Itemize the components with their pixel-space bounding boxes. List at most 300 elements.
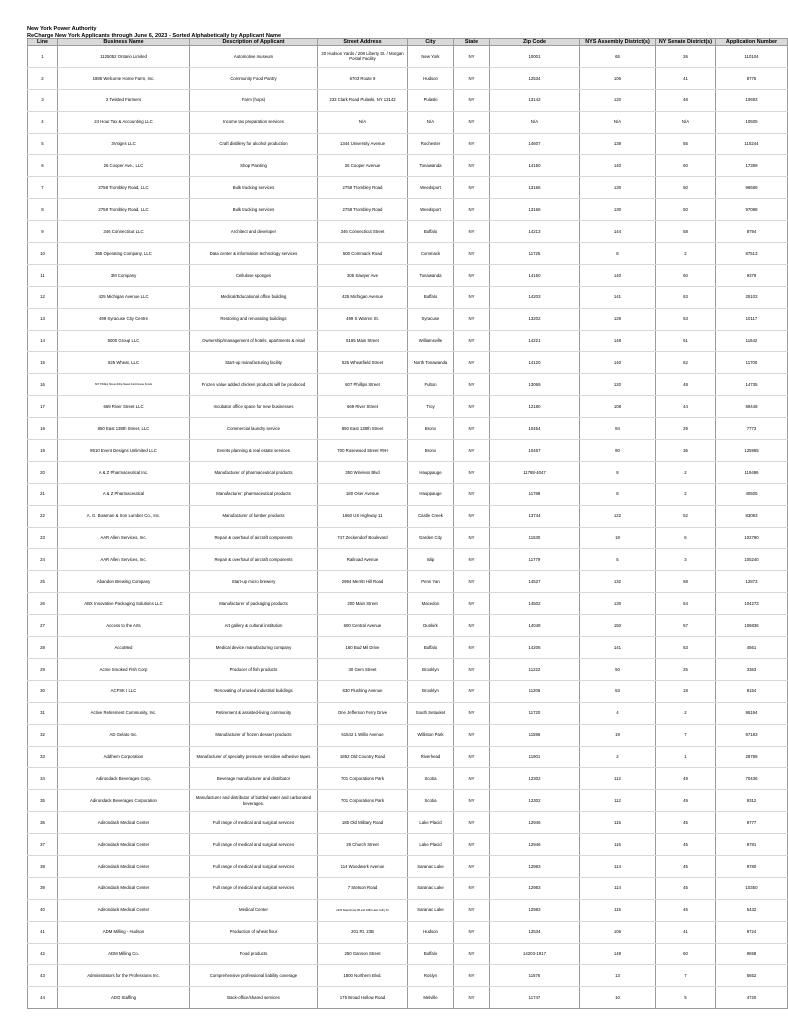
zip-cell: 13069 (490, 374, 580, 396)
zip-cell: 13202 (490, 308, 580, 330)
assembly-district-cell: 148 (580, 330, 656, 352)
senate-district-cell: 45 (656, 834, 716, 856)
city-cell: Hudson (408, 921, 454, 943)
zip-cell: 14206 (490, 637, 580, 659)
business-name-cell: Adirondack Medical Center (58, 899, 190, 921)
business-name-cell: Active Retirement Community, Inc. (58, 702, 190, 724)
application-number-cell: 8154 (716, 680, 788, 702)
city-cell: Buffalo (408, 221, 454, 243)
table-header-row (28, 39, 788, 46)
description-cell: Manufacturer and distributor of bottled water and carbonated beverages. (190, 790, 318, 812)
business-name-cell: 1886 Welcome Home Farm, Inc. (58, 67, 190, 89)
business-name-cell: AccuMed (58, 637, 190, 659)
description-cell: Full range of medical and surgical services (190, 812, 318, 834)
city-cell: Commack (408, 243, 454, 265)
zip-cell: 13166 (490, 199, 580, 221)
table-row (28, 374, 788, 396)
senate-district-cell: 58 (656, 571, 716, 593)
line-cell: 17 (28, 396, 58, 418)
senate-district-cell: 2 (656, 483, 716, 505)
zip-cell: 14527 (490, 571, 580, 593)
zip-cell: 11747 (490, 987, 580, 1009)
senate-district-cell: 48 (656, 374, 716, 396)
zip-cell: N/A (490, 111, 580, 133)
state-cell: NY (454, 724, 490, 746)
zip-cell: 10001 (490, 46, 580, 68)
city-cell: Saranac Lake (408, 877, 454, 899)
description-cell: Producer of fish products (190, 658, 318, 680)
senate-district-cell: 61 (656, 330, 716, 352)
application-number-cell: 10693 (716, 89, 788, 111)
business-name-cell: AD Gelato Inc. (58, 724, 190, 746)
city-cell: Penn Yan (408, 571, 454, 593)
city-cell: N/A (408, 111, 454, 133)
line-cell: 15 (28, 352, 58, 374)
business-name-cell: Administrators for the Professions Inc. (58, 965, 190, 987)
senate-district-cell: 45 (656, 877, 716, 899)
state-cell: NY (454, 702, 490, 724)
zip-cell: 11725 (490, 243, 580, 265)
description-cell: Medical Center (190, 899, 318, 921)
street-address-cell: One Jefferson Ferry Drive (318, 702, 408, 724)
state-cell: NY (454, 615, 490, 637)
state-cell: NY (454, 746, 490, 768)
city-cell: Hudson (408, 67, 454, 89)
assembly-district-cell: 108 (580, 396, 656, 418)
col-header-senate-district: NY Senate District(s) (656, 39, 716, 46)
application-number-cell: 102790 (716, 527, 788, 549)
description-cell: Automotive museum (190, 46, 318, 68)
description-cell: Frozen value added chicken products will be produced (190, 374, 318, 396)
col-header-assembly-district: NYS Assembly District(s) (580, 39, 656, 46)
line-cell: 19 (28, 440, 58, 462)
assembly-district-cell: 4 (580, 702, 656, 724)
zip-cell: 14203 (490, 286, 580, 308)
city-cell: Riverhead (408, 746, 454, 768)
zip-cell: 11901 (490, 746, 580, 768)
table-row (28, 418, 788, 440)
senate-district-cell: 25 (656, 658, 716, 680)
line-cell: 3 (28, 89, 58, 111)
senate-district-cell: 36 (656, 440, 716, 462)
assembly-district-cell: 120 (580, 374, 656, 396)
zip-cell: 14150 (490, 155, 580, 177)
state-cell: NY (454, 593, 490, 615)
table-row (28, 549, 788, 571)
table-row (28, 505, 788, 527)
state-cell: NY (454, 440, 490, 462)
state-cell: NY (454, 67, 490, 89)
city-cell: Buffalo (408, 943, 454, 965)
assembly-district-cell: 140 (580, 264, 656, 286)
table-row (28, 286, 788, 308)
line-cell: 34 (28, 768, 58, 790)
street-address-cell: 5165 Main Street (318, 330, 408, 352)
business-name-cell: ABX Innovative Packaging Solutions LLC (58, 593, 190, 615)
senate-district-cell: 57 (656, 615, 716, 637)
business-name-cell: 3M Company (58, 264, 190, 286)
description-cell: Medical/Educational office building (190, 286, 318, 308)
zip-cell: 14502 (490, 593, 580, 615)
zip-cell: 12180 (490, 396, 580, 418)
state-cell: NY (454, 571, 490, 593)
description-cell: Retirement & assisted-living community (190, 702, 318, 724)
application-number-cell: 110104 (716, 46, 788, 68)
state-cell: NY (454, 264, 490, 286)
state-cell: NY (454, 374, 490, 396)
description-cell: Manufacturer of pharmaceutical products (190, 461, 318, 483)
business-name-cell: 2758 Trombley Road, LLC (58, 177, 190, 199)
table-row (28, 746, 788, 768)
street-address-cell: 201 Rt. 23B (318, 921, 408, 943)
state-cell: NY (454, 89, 490, 111)
line-cell: 4 (28, 111, 58, 133)
assembly-district-cell: 8 (580, 243, 656, 265)
application-number-cell: 9312 (716, 790, 788, 812)
senate-district-cell: 53 (656, 308, 716, 330)
business-name-cell: Adirondack Medical Center (58, 834, 190, 856)
senate-district-cell: 54 (656, 593, 716, 615)
table-row (28, 812, 788, 834)
table-row (28, 790, 788, 812)
street-address-cell: 669 River Street (318, 396, 408, 418)
street-address-cell: 250 Ganson Street (318, 943, 408, 965)
application-number-cell: 70436 (716, 768, 788, 790)
state-cell: NY (454, 243, 490, 265)
state-cell: NY (454, 221, 490, 243)
line-cell: 21 (28, 483, 58, 505)
line-cell: 39 (28, 877, 58, 899)
street-address-cell: 346 Connecticut Street (318, 221, 408, 243)
senate-district-cell: 49 (656, 768, 716, 790)
table-row (28, 987, 788, 1009)
city-cell: South Setauket (408, 702, 454, 724)
description-cell: Events planning & real estate services (190, 440, 318, 462)
table-row (28, 352, 788, 374)
description-cell: Back-office/shared services (190, 987, 318, 1009)
assembly-district-cell: 130 (580, 177, 656, 199)
zip-cell: 11222 (490, 658, 580, 680)
application-number-cell: 96589 (716, 177, 788, 199)
zip-cell: 14150 (490, 264, 580, 286)
report-title: New York Power Authority (27, 26, 97, 32)
city-cell: Bronx (408, 440, 454, 462)
table-row (28, 702, 788, 724)
table-row (28, 155, 788, 177)
line-cell: 10 (28, 243, 58, 265)
city-cell: Lake Placid (408, 812, 454, 834)
zip-cell: 11206 (490, 680, 580, 702)
application-number-cell: 14735 (716, 374, 788, 396)
business-name-cell: Addhem Corporation (58, 746, 190, 768)
senate-district-cell: 62 (656, 352, 716, 374)
assembly-district-cell: 19 (580, 527, 656, 549)
zip-cell: 11788 (490, 483, 580, 505)
application-number-cell: 5432 (716, 899, 788, 921)
assembly-district-cell: 50 (580, 658, 656, 680)
senate-district-cell: 60 (656, 264, 716, 286)
senate-district-cell: 7 (656, 965, 716, 987)
street-address-cell: 175 Broad Hollow Road (318, 987, 408, 1009)
state-cell: NY (454, 199, 490, 221)
assembly-district-cell: 138 (580, 133, 656, 155)
business-name-cell: 425 Michigan Avenue LLC (58, 286, 190, 308)
table-row (28, 571, 788, 593)
line-cell: 18 (28, 418, 58, 440)
zip-cell: 12302 (490, 768, 580, 790)
city-cell: Brooklyn (408, 680, 454, 702)
application-number-cell: 89448 (716, 396, 788, 418)
business-name-cell: 8910 Event Designs Unlimited LLC (58, 440, 190, 462)
state-cell: NY (454, 637, 490, 659)
street-address-cell: 2758 Trombley Road (318, 177, 408, 199)
city-cell: North Tonawanda (408, 352, 454, 374)
description-cell: Manufacturer of lumber products (190, 505, 318, 527)
business-name-cell: Adirondack Medical Center (58, 877, 190, 899)
table-row (28, 768, 788, 790)
street-address-cell: 850 East 138th Street (318, 418, 408, 440)
street-address-cell: 701 Corporations Park (318, 790, 408, 812)
assembly-district-cell: 10 (580, 987, 656, 1009)
description-cell: Full range of medical and surgical services (190, 834, 318, 856)
city-cell: Williamsville (408, 330, 454, 352)
state-cell: NY (454, 921, 490, 943)
zip-cell: 12946 (490, 834, 580, 856)
assembly-district-cell: 114 (580, 855, 656, 877)
street-address-cell: 30 Gem Street (318, 658, 408, 680)
line-cell: 36 (28, 812, 58, 834)
line-cell: 43 (28, 965, 58, 987)
assembly-district-cell: 19 (580, 724, 656, 746)
application-number-cell: 97183 (716, 724, 788, 746)
street-address-cell: 701 Corporations Park (318, 768, 408, 790)
assembly-district-cell: N/A (580, 111, 656, 133)
line-cell: 27 (28, 615, 58, 637)
street-address-cell: 233 Clark Road Pulaski, NY 13142 (318, 89, 408, 111)
state-cell: NY (454, 483, 490, 505)
street-address-cell: 61542 1 Willis Avenue (318, 724, 408, 746)
description-cell: Manufacturer of frozen dessert products (190, 724, 318, 746)
business-name-cell: 669 River Street LLC (58, 396, 190, 418)
street-address-cell: 500 Commack Road (318, 243, 408, 265)
col-header-street-address: Street Address (318, 39, 408, 46)
table-row (28, 943, 788, 965)
line-cell: 26 (28, 593, 58, 615)
street-address-cell: 600 Central Avenue (318, 615, 408, 637)
description-cell: Production of wheat flour (190, 921, 318, 943)
line-cell: 32 (28, 724, 58, 746)
business-name-cell: A & Z Pharmaceutical (58, 483, 190, 505)
street-address-cell: 20 Hudson Yards / 208 Liberty St. / Morgan Postal Facility (318, 46, 408, 68)
line-cell: 31 (28, 702, 58, 724)
description-cell: Community Food Pantry (190, 67, 318, 89)
application-number-cell: 40505 (716, 483, 788, 505)
city-cell: Saranac Lake (408, 855, 454, 877)
city-cell: Bronx (408, 418, 454, 440)
state-cell: NY (454, 308, 490, 330)
senate-district-cell: 29 (656, 418, 716, 440)
city-cell: Garden City (408, 527, 454, 549)
line-cell: 44 (28, 987, 58, 1009)
city-cell: Tonawanda (408, 155, 454, 177)
assembly-district-cell: 130 (580, 593, 656, 615)
table-row (28, 921, 788, 943)
street-address-cell: 114 Woodwork Avenue (318, 855, 408, 877)
description-cell: Start-up manufacturing facility (190, 352, 318, 374)
description-cell: Repair & overhaul of aircraft components (190, 527, 318, 549)
table-row (28, 264, 788, 286)
zip-cell: 11576 (490, 965, 580, 987)
application-number-cell: 8775 (716, 67, 788, 89)
city-cell: Scotia (408, 790, 454, 812)
description-cell: Start-up micro brewery (190, 571, 318, 593)
line-cell: 14 (28, 330, 58, 352)
application-number-cell: 5652 (716, 965, 788, 987)
application-number-cell: 9658 (716, 943, 788, 965)
application-number-cell: 10505 (716, 111, 788, 133)
application-number-cell: 97088 (716, 199, 788, 221)
description-cell: Medical device manufacturing company (190, 637, 318, 659)
assembly-district-cell: 115 (580, 834, 656, 856)
assembly-district-cell: 5 (580, 549, 656, 571)
zip-cell: 14607 (490, 133, 580, 155)
state-cell: NY (454, 790, 490, 812)
state-cell: NY (454, 768, 490, 790)
street-address-cell: 29 Church Street (318, 834, 408, 856)
senate-district-cell: 52 (656, 505, 716, 527)
table-row (28, 199, 788, 221)
table-row (28, 111, 788, 133)
business-name-cell: 525 Wheat, LLC (58, 352, 190, 374)
application-number-cell: 10117 (716, 308, 788, 330)
city-cell: Rochester (408, 133, 454, 155)
description-cell: Bulk trucking services (190, 177, 318, 199)
line-cell: 24 (28, 549, 58, 571)
city-cell: Hauppauge (408, 483, 454, 505)
line-cell: 29 (28, 658, 58, 680)
table-row (28, 396, 788, 418)
application-number-cell: 9780 (716, 855, 788, 877)
line-cell: 13 (28, 308, 58, 330)
business-name-cell: A. G. Bowman & Son Lumber Co., Inc. (58, 505, 190, 527)
line-cell: 12 (28, 286, 58, 308)
assembly-district-cell: 115 (580, 899, 656, 921)
zip-cell: 10467 (490, 440, 580, 462)
applicants-table (27, 38, 788, 1009)
zip-cell: 13142 (490, 89, 580, 111)
city-cell: Islip (408, 549, 454, 571)
city-cell: Troy (408, 396, 454, 418)
business-name-cell: ACFSK I LLC (58, 680, 190, 702)
senate-district-cell: 49 (656, 790, 716, 812)
description-cell: Manufacturer: pharmaceutical products (190, 483, 318, 505)
col-header-zip: Zip Code (490, 39, 580, 46)
table-row (28, 965, 788, 987)
zip-cell: 11779 (490, 549, 580, 571)
city-cell: Hauppauge (408, 461, 454, 483)
state-cell: NY (454, 155, 490, 177)
senate-district-cell: 2 (656, 702, 716, 724)
senate-district-cell: 45 (656, 855, 716, 877)
business-name-cell: Adirondack Medical Center (58, 812, 190, 834)
assembly-district-cell: 84 (580, 418, 656, 440)
table-row (28, 133, 788, 155)
zip-cell: 11788-4047 (490, 461, 580, 483)
city-cell: Syracuse (408, 308, 454, 330)
table-row (28, 330, 788, 352)
senate-district-cell: 55 (656, 133, 716, 155)
application-number-cell: 25103 (716, 286, 788, 308)
senate-district-cell: 50 (656, 199, 716, 221)
line-cell: 8 (28, 199, 58, 221)
state-cell: NY (454, 396, 490, 418)
business-name-cell: 607 Phillips Street d/b/a Sweet Farmhouse Foods (58, 374, 190, 396)
table-row (28, 680, 788, 702)
city-cell: Lake Placid (408, 834, 454, 856)
table-row (28, 308, 788, 330)
application-number-cell: 9781 (716, 834, 788, 856)
city-cell: Castle Creek (408, 505, 454, 527)
table-row (28, 658, 788, 680)
assembly-district-cell: 122 (580, 505, 656, 527)
zip-cell: 12946 (490, 812, 580, 834)
city-cell: Williston Park (408, 724, 454, 746)
application-number-cell: 7773 (716, 418, 788, 440)
description-cell: Architect and developer (190, 221, 318, 243)
state-cell: NY (454, 352, 490, 374)
zip-cell: 12534 (490, 67, 580, 89)
application-number-cell: 3363 (716, 658, 788, 680)
city-cell: Weedsport (408, 199, 454, 221)
line-cell: 33 (28, 746, 58, 768)
zip-cell: 12302 (490, 790, 580, 812)
state-cell: NY (454, 680, 490, 702)
assembly-district-cell: 8 (580, 483, 656, 505)
street-address-cell: 305 Sawyer Ave (318, 264, 408, 286)
city-cell: Saranac Lake (408, 899, 454, 921)
senate-district-cell: 48 (656, 89, 716, 111)
application-number-cell: 9777 (716, 812, 788, 834)
application-number-cell: 11642 (716, 330, 788, 352)
assembly-district-cell: 132 (580, 571, 656, 593)
application-number-cell: 9724 (716, 921, 788, 943)
city-cell: Dunkirk (408, 615, 454, 637)
application-number-cell: 17389 (716, 155, 788, 177)
state-cell: NY (454, 46, 490, 68)
col-header-application-number: Application Number (716, 39, 788, 46)
line-cell: 2 (28, 67, 58, 89)
application-number-cell: 9379 (716, 264, 788, 286)
table-row (28, 440, 788, 462)
line-cell: 35 (28, 790, 58, 812)
line-cell: 25 (28, 571, 58, 593)
business-name-cell: Adirondack Beverages Corp. (58, 768, 190, 790)
line-cell: 7 (28, 177, 58, 199)
state-cell: NY (454, 877, 490, 899)
business-name-cell: Acme Smoked Fish Corp (58, 658, 190, 680)
street-address-cell: 2994 Merritt Hill Road (318, 571, 408, 593)
zip-cell: 12534 (490, 921, 580, 943)
description-cell: Data center & information technology services (190, 243, 318, 265)
state-cell: NY (454, 418, 490, 440)
senate-district-cell: 18 (656, 680, 716, 702)
city-cell: Pulaski (408, 89, 454, 111)
zip-cell: 11530 (490, 527, 580, 549)
table-row (28, 177, 788, 199)
line-cell: 23 (28, 527, 58, 549)
description-cell: Craft distillery for alcohol production (190, 133, 318, 155)
senate-district-cell: 60 (656, 943, 716, 965)
